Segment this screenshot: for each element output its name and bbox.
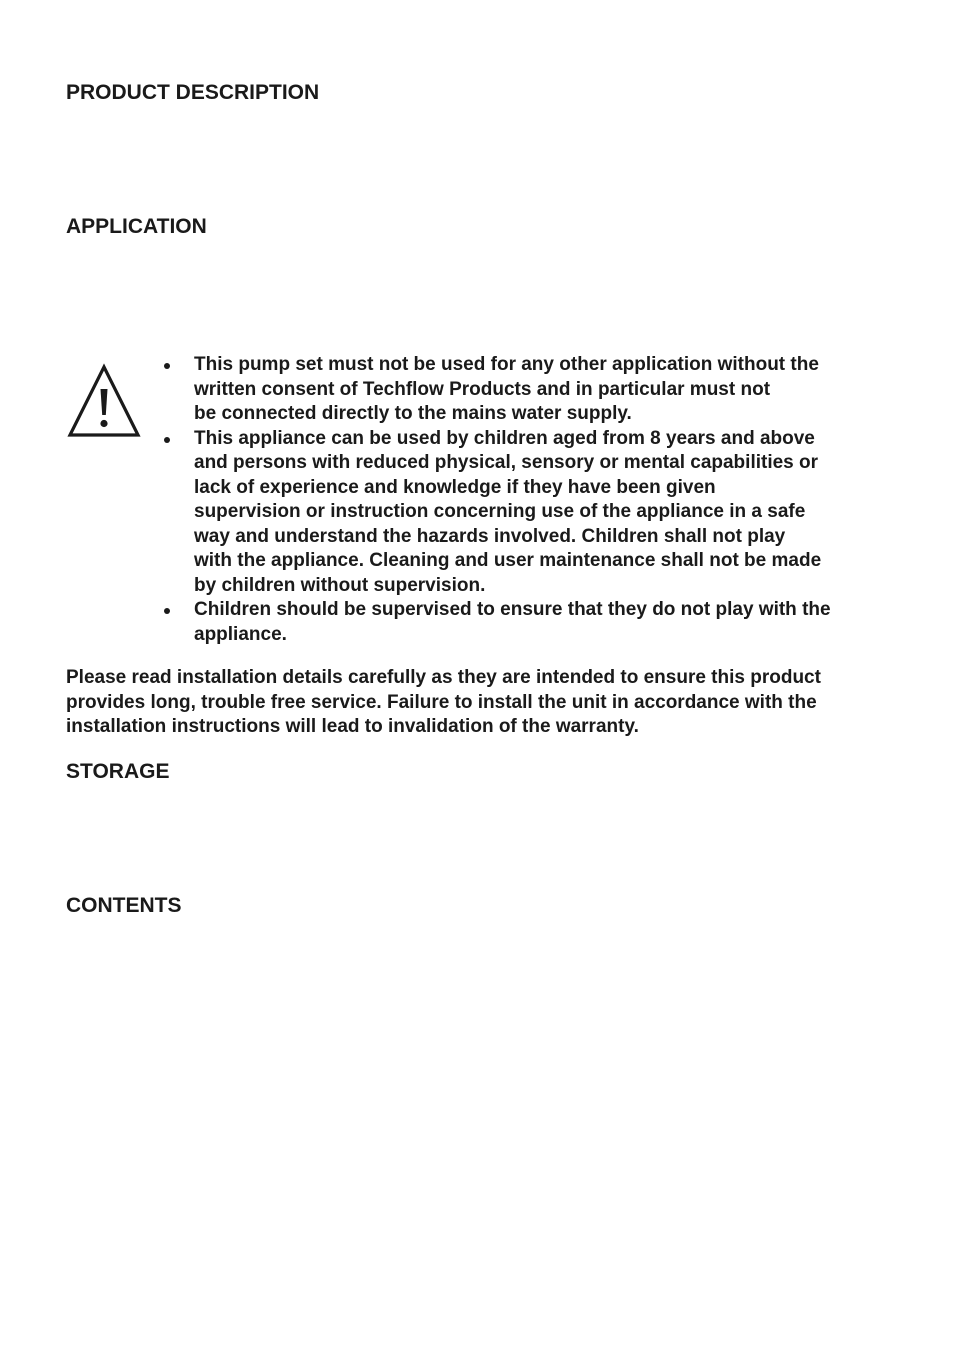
bullet-dot-icon [164,437,170,443]
installation-note-paragraph [66,666,896,740]
warning-bullet-2 [160,427,890,599]
paragraph-line: provides long, trouble free service. Failure to install the unit in accordance with the [66,691,817,713]
bullet-line: appliance. [194,623,287,645]
paragraph-line: Please read installation details carefully as they are intended to ensure this product [66,667,821,688]
bullet-line: with the appliance. Cleaning and user maintenance shall not be made [194,550,822,571]
heading-application: APPLICATION [66,215,207,238]
heading-contents: CONTENTS [66,894,182,917]
bullet-line: be connected directly to the mains water supply. [194,403,632,424]
bullet-line: Children should be supervised to ensure that they do not play with the [194,599,831,620]
bullet-line: and persons with reduced physical, sensory or mental capabilities or [194,452,819,473]
heading-product-description: PRODUCT DESCRIPTION [66,81,320,104]
bullet-dot-icon [164,363,170,369]
bullet-dot-icon [164,608,170,614]
bullet-line: supervision or instruction concerning use of the appliance in a safe [194,501,806,522]
heading-storage: STORAGE [66,760,170,783]
bullet-line: written consent of Techflow Products and in particular must not [194,378,771,400]
bullet-line: way and understand the hazards involved. Children shall not play [194,525,786,547]
warning-bullet-list [160,353,890,647]
bullet-line: lack of experience and knowledge if they have been given [194,476,716,498]
bullet-line: This pump set must not be used for any other application without the [194,354,819,375]
paragraph-line: installation instructions will lead to invalidation of the warranty. [66,716,639,737]
warning-bullet-3 [160,598,890,647]
bullet-line: This appliance can be used by children aged from 8 years and above [194,427,815,449]
warning-bullet-1 [160,353,890,427]
warning-triangle-icon [67,363,141,439]
bullet-line: by children without supervision. [194,574,486,596]
